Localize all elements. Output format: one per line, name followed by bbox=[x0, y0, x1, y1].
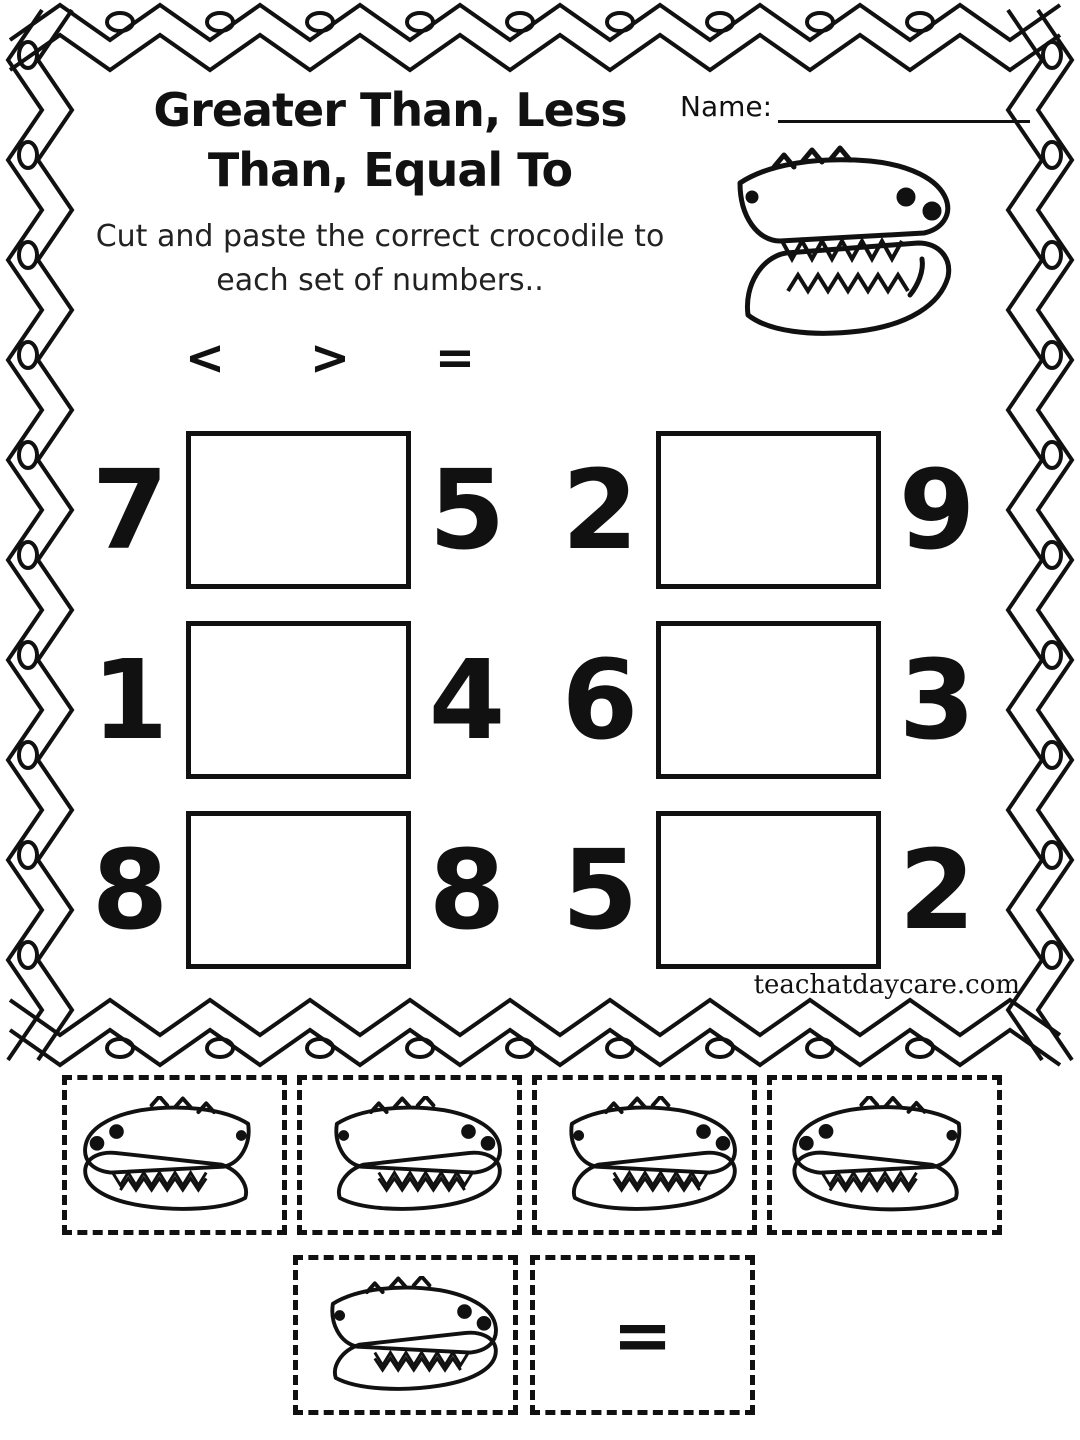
crocodile-icon bbox=[312, 1096, 507, 1214]
problem-left-number: 8 bbox=[91, 826, 169, 954]
problem-item bbox=[550, 431, 1020, 589]
problem-row bbox=[80, 415, 1020, 605]
answer-box[interactable] bbox=[186, 431, 411, 589]
problem-right-number: 5 bbox=[428, 446, 506, 574]
instructions-text: Cut and paste the correct crocodile to each set of numbers.. bbox=[95, 219, 665, 298]
problem-left-number: 2 bbox=[561, 446, 639, 574]
problem-right-number: 2 bbox=[898, 826, 976, 954]
crocodile-greater-than-card[interactable] bbox=[293, 1255, 518, 1415]
name-input-line[interactable] bbox=[778, 94, 1030, 123]
problem-item bbox=[80, 621, 550, 779]
credit-text: teachatdaycare.com bbox=[753, 970, 1020, 1000]
problems-grid bbox=[80, 415, 1020, 985]
crocodile-icon bbox=[782, 1096, 987, 1214]
crocodile-greater-than-card[interactable] bbox=[297, 1075, 522, 1235]
page-title: Greater Than, Less Than, Equal To bbox=[153, 83, 627, 197]
problem-right-number: 4 bbox=[428, 636, 506, 764]
symbol-key-row bbox=[170, 330, 490, 386]
answer-box[interactable] bbox=[656, 811, 881, 969]
problem-left-number: 1 bbox=[91, 636, 169, 764]
equal-sign-glyph: = bbox=[612, 1293, 673, 1377]
problem-item bbox=[550, 621, 1020, 779]
answer-box[interactable] bbox=[186, 811, 411, 969]
cutout-cards-area bbox=[0, 1060, 1080, 1440]
problem-row bbox=[80, 605, 1020, 795]
problem-item bbox=[80, 811, 550, 969]
crocodile-illustration-header bbox=[710, 145, 970, 355]
problem-item bbox=[550, 811, 1020, 969]
answer-box[interactable] bbox=[186, 621, 411, 779]
problem-left-number: 5 bbox=[561, 826, 639, 954]
worksheet-content bbox=[70, 40, 1020, 1020]
problem-right-number: 3 bbox=[898, 636, 976, 764]
symbol-greater-than: > bbox=[309, 330, 351, 386]
symbol-less-than: < bbox=[184, 330, 226, 386]
problem-left-number: 7 bbox=[91, 446, 169, 574]
crocodile-icon bbox=[547, 1096, 742, 1214]
name-label: Name: bbox=[680, 90, 773, 123]
name-field-row bbox=[680, 90, 1030, 123]
crocodile-greater-than-card[interactable] bbox=[532, 1075, 757, 1235]
cutout-row-2 bbox=[293, 1255, 755, 1415]
answer-box[interactable] bbox=[656, 431, 881, 589]
equal-sign-card[interactable] bbox=[530, 1255, 755, 1415]
problem-left-number: 6 bbox=[561, 636, 639, 764]
crocodile-less-than-card[interactable] bbox=[62, 1075, 287, 1235]
problem-row bbox=[80, 795, 1020, 985]
crocodile-less-than-card[interactable] bbox=[767, 1075, 1002, 1235]
crocodile-icon bbox=[308, 1276, 503, 1394]
problem-right-number: 9 bbox=[898, 446, 976, 574]
problem-right-number: 8 bbox=[428, 826, 506, 954]
answer-box[interactable] bbox=[656, 621, 881, 779]
crocodile-icon bbox=[77, 1096, 272, 1214]
symbol-equal: = bbox=[434, 330, 476, 386]
problem-item bbox=[80, 431, 550, 589]
cutout-row-1 bbox=[62, 1075, 1002, 1235]
